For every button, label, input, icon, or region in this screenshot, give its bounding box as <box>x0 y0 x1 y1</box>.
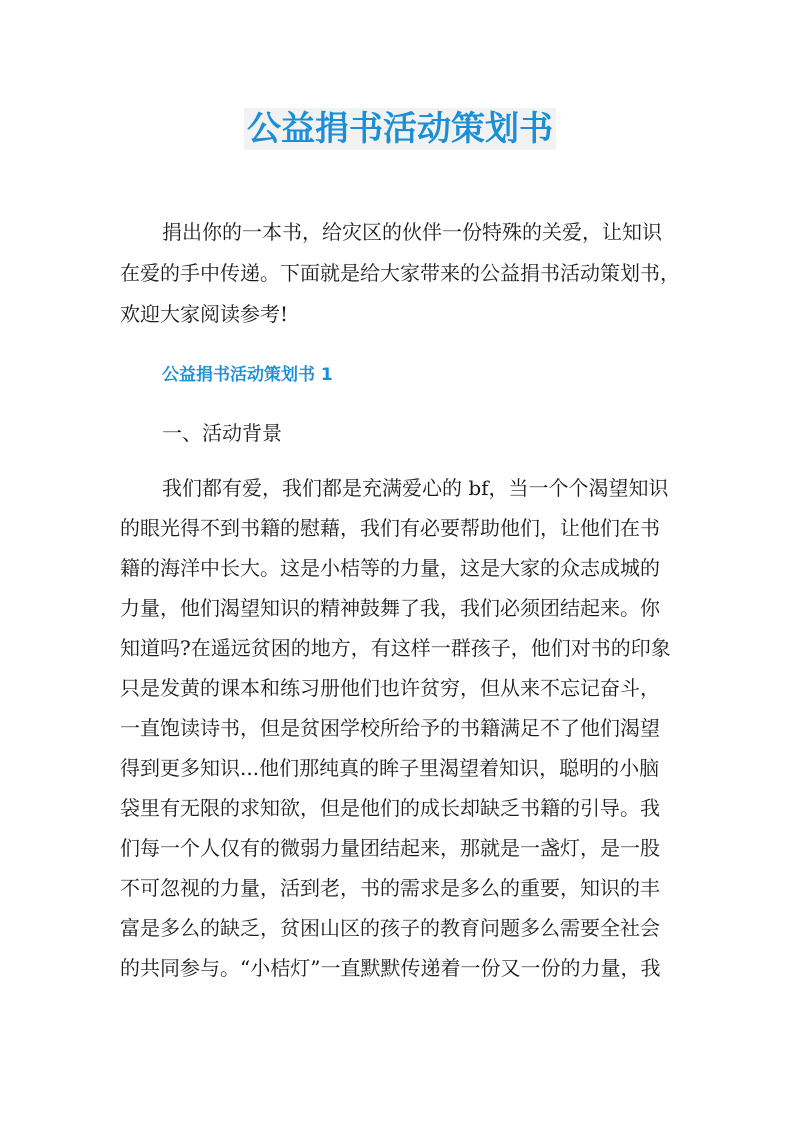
body-line: 富是多么的缺乏，贫困山区的孩子的教育问题多么需要全社会 <box>120 916 660 940</box>
body-line: 的共同参与。“小桔灯”一直默默传递着一份又一份的力量，我 <box>120 956 661 980</box>
body-line: 力量，他们渴望知识的精神鼓舞了我，我们必须团结起来。你 <box>120 596 660 620</box>
section-heading: 公益捐书活动策划书 1 <box>162 365 333 385</box>
intro-line: 捐出你的一本书，给灾区的伙伴一份特殊的关爱，让知识 <box>162 220 662 244</box>
intro-line: 在爱的手中传递。下面就是给大家带来的公益捐书活动策划书， <box>120 261 680 285</box>
document-title: 公益捐书活动策划书 <box>244 108 556 150</box>
body-line: 只是发黄的课本和练习册他们也许贫穷，但从来不忘记奋斗， <box>120 676 660 700</box>
body-line: 知道吗?在遥远贫困的地方，有这样一群孩子，他们对书的印象 <box>120 636 671 660</box>
body-line: 得到更多知识...他们那纯真的眸子里渴望着知识，聪明的小脑 <box>120 756 660 780</box>
body-line: 们每一个人仅有的微弱力量团结起来，那就是一盏灯，是一股 <box>120 836 660 860</box>
body-line: 袋里有无限的求知欲，但是他们的成长却缺乏书籍的引导。我 <box>120 796 660 820</box>
body-line: 不可忽视的力量，活到老，书的需求是多么的重要，知识的丰 <box>120 876 660 900</box>
body-line: 的眼光得不到书籍的慰藉，我们有必要帮助他们，让他们在书 <box>120 516 660 540</box>
body-line: 我们都有爱，我们都是充满爱心的 bf，当一个个渴望知识 <box>162 476 669 500</box>
subsection-title: 一、活动背景 <box>162 421 282 445</box>
body-line: 籍的海洋中长大。这是小桔等的力量，这是大家的众志成城的 <box>120 556 660 580</box>
intro-line: 欢迎大家阅读参考! <box>120 302 289 326</box>
body-line: 一直饱读诗书，但是贫困学校所给予的书籍满足不了他们渴望 <box>120 716 660 740</box>
title-container <box>0 108 800 150</box>
